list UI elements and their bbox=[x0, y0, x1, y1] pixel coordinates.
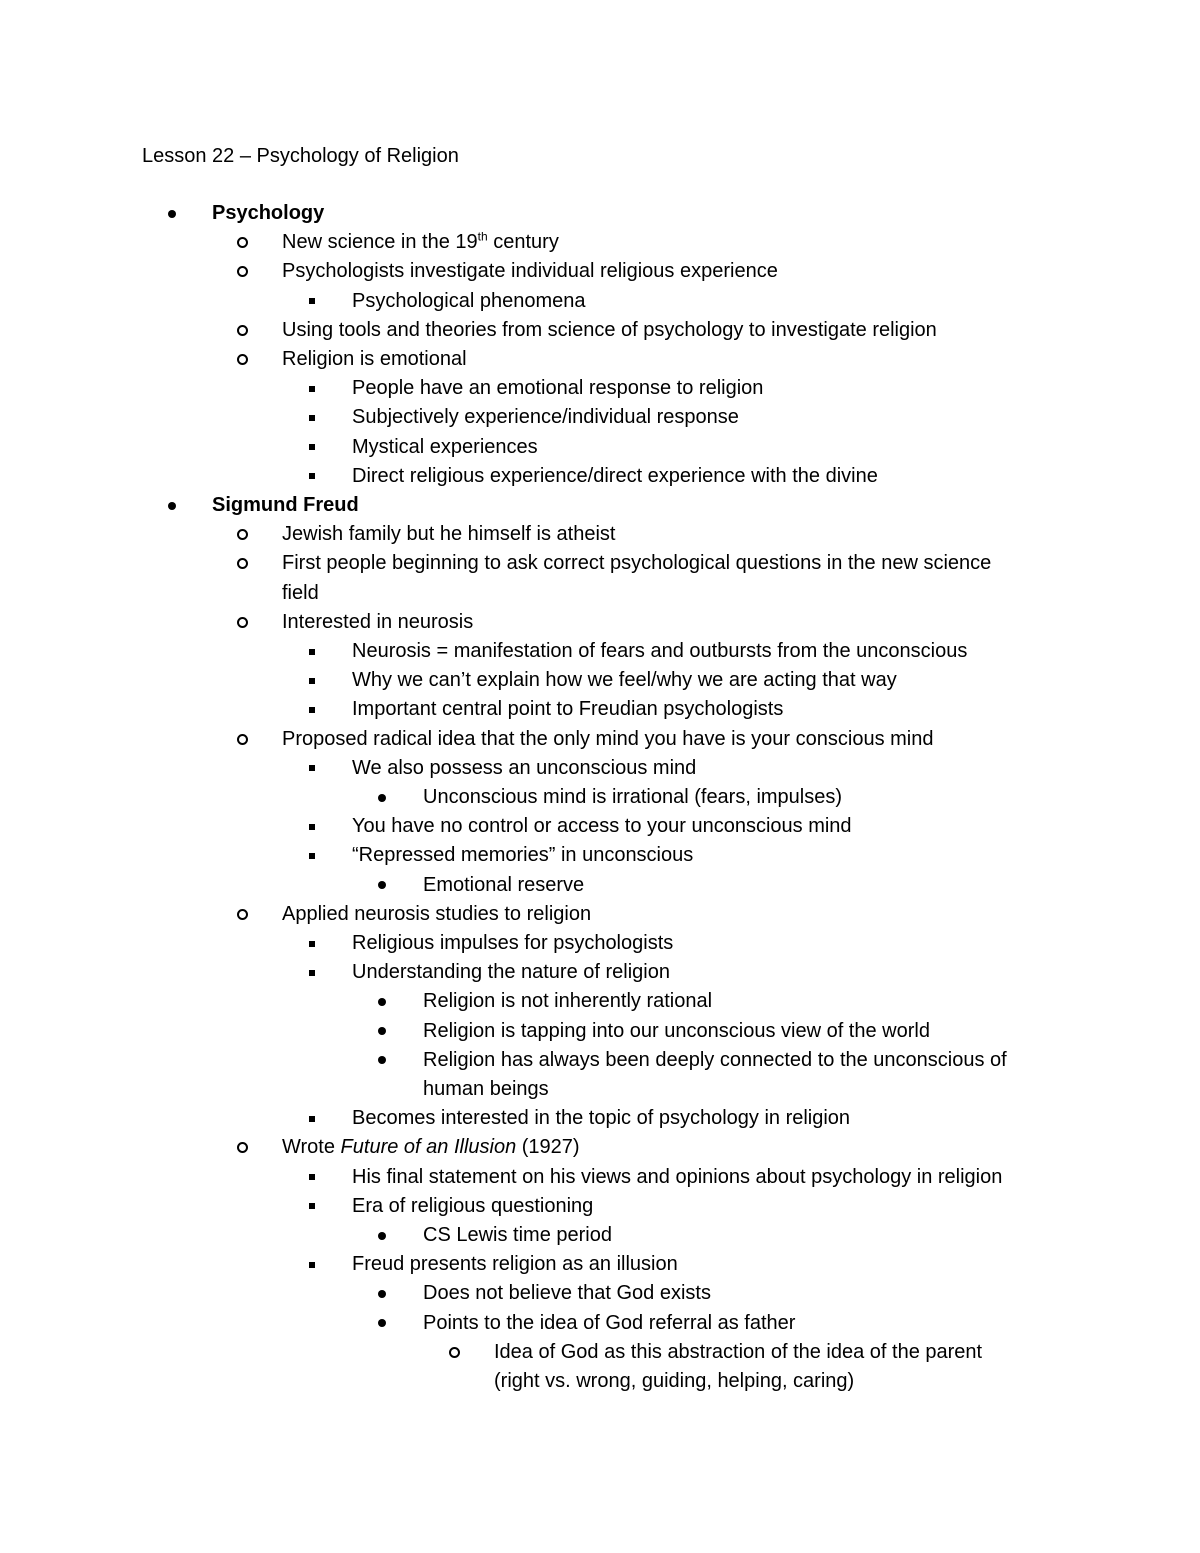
list-item-label: Direct religious experience/direct experience with the divine bbox=[352, 464, 878, 487]
list-item-text bbox=[423, 783, 842, 812]
bullet-icon bbox=[304, 695, 320, 724]
bullet-icon bbox=[234, 900, 250, 929]
list-item-text bbox=[282, 549, 991, 578]
list-item-suffix: (1927) bbox=[516, 1136, 580, 1159]
list-item-label: Unconscious mind is irrational (fears, impulses) bbox=[423, 786, 843, 808]
list-item-label: Interested in neurosis bbox=[282, 610, 474, 633]
list-item-label: Becomes interested in the topic of psychology in religion bbox=[352, 1107, 851, 1130]
list-item-text bbox=[352, 1192, 593, 1221]
list-item-text bbox=[352, 841, 693, 870]
list-item-text bbox=[352, 695, 783, 724]
list-item-label: Wrote bbox=[282, 1136, 341, 1159]
list-item-text bbox=[282, 228, 559, 257]
list-item-text bbox=[212, 199, 324, 228]
list-item-text bbox=[423, 987, 712, 1016]
list-item-text bbox=[352, 1163, 1002, 1192]
list-item-label: Neurosis = manifestation of fears and outbursts from the unconscious bbox=[352, 640, 968, 662]
bullet-icon bbox=[234, 725, 250, 754]
bullet-icon bbox=[304, 637, 320, 666]
list-item-text bbox=[212, 491, 359, 520]
list-item-text bbox=[352, 1250, 678, 1279]
bullet-icon bbox=[304, 433, 320, 462]
bullet-icon bbox=[234, 345, 250, 374]
list-item-label: Era of religious questioning bbox=[352, 1194, 594, 1217]
list-item-text bbox=[282, 725, 933, 754]
list-item-label: Religious impulses for psychologists bbox=[352, 932, 674, 954]
list-item-text bbox=[282, 345, 467, 374]
bullet-icon bbox=[234, 549, 250, 578]
bullet-icon bbox=[374, 783, 390, 812]
list-item-label: Religion is tapping into our unconscious view of the world bbox=[423, 1019, 930, 1042]
list-item-text bbox=[494, 1367, 854, 1396]
list-item-text bbox=[352, 1104, 850, 1133]
list-item-text bbox=[423, 1279, 711, 1308]
list-item-label: Freud presents religion as an illusion bbox=[352, 1253, 678, 1276]
bullet-icon bbox=[304, 754, 320, 783]
list-item-label: Emotional reserve bbox=[423, 873, 585, 896]
bullet-icon bbox=[374, 1017, 390, 1046]
list-item-label: We also possess an unconscious mind bbox=[352, 756, 697, 779]
list-item-text bbox=[494, 1338, 982, 1367]
superscript: th bbox=[477, 229, 488, 244]
list-item-text bbox=[423, 871, 584, 900]
list-item-text bbox=[352, 754, 696, 783]
bullet-icon bbox=[304, 812, 320, 841]
bullet-icon bbox=[304, 287, 320, 316]
list-item-label: You have no control or access to your unconscious mind bbox=[352, 815, 852, 838]
book-title: Future of an Illusion bbox=[340, 1136, 517, 1159]
list-item-label: Proposed radical idea that the only mind you have is your conscious mind bbox=[282, 727, 934, 750]
list-item-label: Does not believe that God exists bbox=[423, 1282, 711, 1305]
list-item-text bbox=[352, 812, 852, 841]
list-item-text bbox=[352, 403, 739, 432]
list-item-text bbox=[282, 520, 615, 549]
bullet-icon bbox=[304, 666, 320, 695]
bullet-icon bbox=[304, 1104, 320, 1133]
bullet-icon bbox=[164, 199, 180, 228]
list-item-label: CS Lewis time period bbox=[423, 1224, 612, 1246]
list-item-label: Religion is not inherently rational bbox=[423, 990, 713, 1013]
list-item-text bbox=[352, 433, 538, 462]
list-item-label: Points to the idea of God referral as father bbox=[423, 1311, 796, 1334]
bullet-icon bbox=[304, 958, 320, 987]
list-item-text bbox=[423, 1046, 1007, 1075]
list-item-text bbox=[352, 374, 763, 403]
bullet-icon bbox=[304, 929, 320, 958]
list-item-label: Using tools and theories from science of psychology to investigate religion bbox=[282, 318, 937, 341]
list-item-label: Subjectively experience/individual response bbox=[352, 406, 739, 429]
list-item-label: Psychological phenomena bbox=[352, 289, 586, 312]
list-item-label: Understanding the nature of religion bbox=[352, 961, 670, 984]
list-item-label: Idea of God as this abstraction of the idea of the parent bbox=[494, 1340, 983, 1363]
bullet-icon bbox=[374, 1279, 390, 1308]
list-item-label: field bbox=[282, 581, 319, 604]
bullet-icon bbox=[374, 871, 390, 900]
bullet-icon bbox=[234, 257, 250, 286]
list-item-label: Jewish family but he himself is atheist bbox=[282, 523, 616, 546]
bullet-icon bbox=[164, 491, 180, 520]
list-item-label: Sigmund Freud bbox=[212, 494, 359, 516]
bullet-icon bbox=[234, 228, 250, 257]
list-item-text bbox=[352, 666, 897, 695]
bullet-icon bbox=[446, 1338, 462, 1367]
list-item-label: human beings bbox=[423, 1078, 549, 1100]
list-item-label: Religion is emotional bbox=[282, 348, 467, 370]
list-item-label: New science in the 19 bbox=[282, 231, 478, 254]
list-item-label: Psychology bbox=[212, 202, 325, 224]
bullet-icon bbox=[304, 462, 320, 491]
list-item-text bbox=[423, 1075, 549, 1104]
list-item-label: His final statement on his views and opinions about psychology in religion bbox=[352, 1165, 1003, 1188]
bullet-icon bbox=[304, 841, 320, 870]
list-item-text bbox=[282, 1133, 580, 1162]
list-item-text bbox=[352, 287, 586, 316]
page-title: Lesson 22 – Psychology of Religion bbox=[142, 145, 459, 167]
bullet-icon bbox=[234, 316, 250, 345]
list-item-text bbox=[352, 462, 878, 491]
list-item-label: Psychologists investigate individual religious experience bbox=[282, 260, 778, 283]
bullet-icon bbox=[374, 1046, 390, 1075]
list-item-label: People have an emotional response to religion bbox=[352, 377, 764, 400]
list-item-text bbox=[282, 900, 591, 929]
list-item-text bbox=[352, 929, 673, 958]
bullet-icon bbox=[374, 1221, 390, 1250]
bullet-icon bbox=[304, 1192, 320, 1221]
list-item-label: Mystical experiences bbox=[352, 435, 538, 458]
bullet-icon bbox=[304, 374, 320, 403]
list-item-label: “Repressed memories” in unconscious bbox=[352, 844, 694, 867]
bullet-icon bbox=[234, 608, 250, 637]
list-item-text bbox=[423, 1221, 612, 1250]
list-item-suffix: century bbox=[487, 231, 559, 254]
bullet-icon bbox=[304, 403, 320, 432]
list-item-text bbox=[423, 1017, 930, 1046]
bullet-icon bbox=[374, 987, 390, 1016]
list-item-label: Important central point to Freudian psychologists bbox=[352, 698, 784, 721]
list-item-text bbox=[352, 958, 670, 987]
list-item-text bbox=[423, 1309, 795, 1338]
list-item-label: Religion has always been deeply connected to the unconscious of bbox=[423, 1048, 1007, 1071]
list-item-label: Applied neurosis studies to religion bbox=[282, 902, 592, 925]
bullet-icon bbox=[234, 520, 250, 549]
list-item-text bbox=[282, 579, 319, 608]
list-item-text bbox=[352, 637, 967, 666]
list-item-text bbox=[282, 257, 778, 286]
list-item-label: (right vs. wrong, guiding, helping, caring) bbox=[494, 1370, 855, 1392]
bullet-icon bbox=[374, 1309, 390, 1338]
bullet-icon bbox=[304, 1163, 320, 1192]
bullet-icon bbox=[234, 1133, 250, 1162]
list-item-label: Why we can’t explain how we feel/why we are acting that way bbox=[352, 669, 897, 692]
list-item-text bbox=[282, 608, 473, 637]
list-item-text bbox=[282, 316, 937, 345]
list-item-label: First people beginning to ask correct psychological questions in the new science bbox=[282, 552, 992, 575]
bullet-icon bbox=[304, 1250, 320, 1279]
